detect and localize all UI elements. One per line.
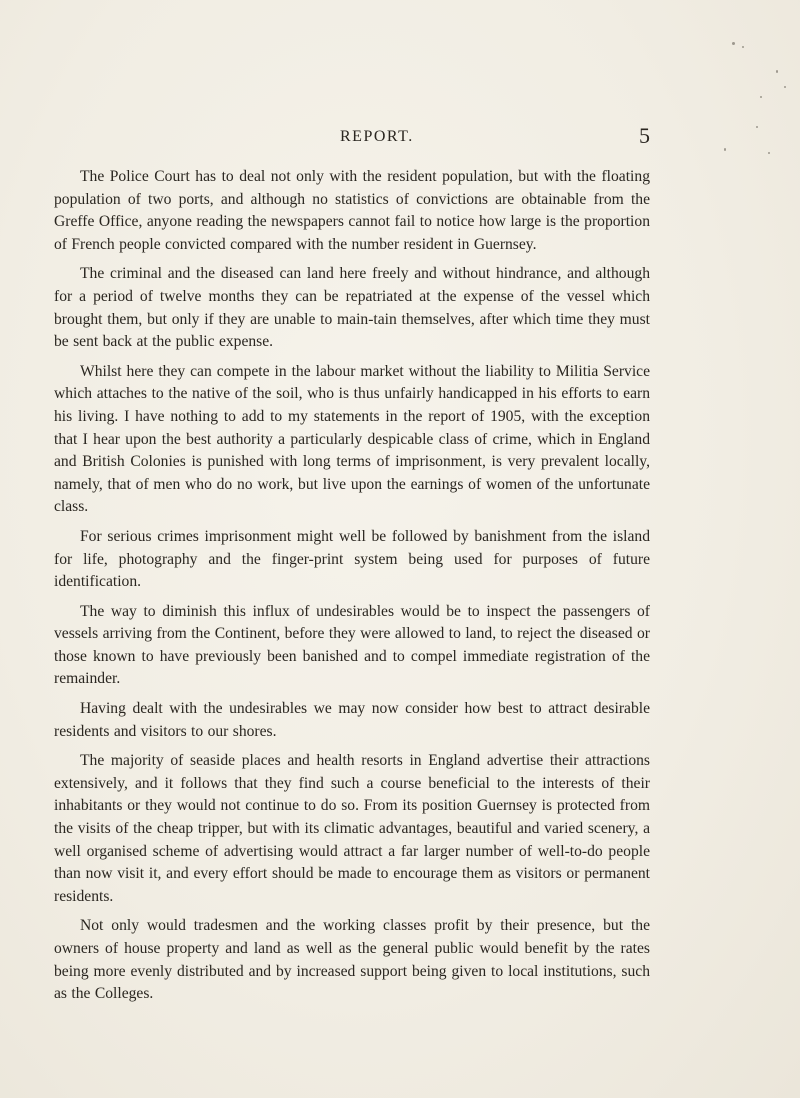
paragraph-advertising: The majority of seaside places and health resorts in England advertise their attractions extensively, and it follows that they find such a course beneficial to the interests of their inhabitants or they would not continue to do so. From its position Guernsey is protected from the visits of the cheap tripper, but with its climatic advantages, beautiful and varied scenery, a well organised scheme of advertising would attract a far larger number of well-to-do people than now visit it, and every effort should be made to encourage them as visitors or permanent residents. [54, 752, 650, 905]
paragraph-desirable-residents: Having dealt with the undesirables we may now consider how best to attract desirable residents and visitors to our shores. [54, 700, 650, 740]
paragraph-inspection: The way to diminish this influx of undesirables would be to inspect the passengers of vessels arriving from the Continent, before they were allowed to land, to reject the diseased or those known to have previously been banished and to compel immediate registration of the remainder. [54, 602, 650, 688]
paragraph-benefits: Not only would tradesmen and the working classes profit by their presence, but the owners of house property and land as well as the general public would benefit by the rates being more evenly distributed and by increased support being given to local institutions, such as the Colleges. [54, 917, 650, 1003]
running-title: REPORT. [340, 128, 414, 145]
paper-specks [690, 30, 800, 170]
running-head [54, 123, 650, 152]
paper-speck [768, 152, 770, 154]
paper-speck [732, 42, 735, 45]
paper-speck [756, 126, 758, 128]
paper-speck [742, 46, 744, 48]
paragraph-banishment: For serious crimes imprisonment might well be followed by banishment from the island for life, photography and the finger-print system being used for purposes of future identification. [54, 527, 650, 591]
paper-speck [724, 148, 726, 151]
paragraph-labour-market: Whilst here they can compete in the labour market without the liability to Militia Service which attaches to the native of the soil, who is thus unfairly handicapped in his efforts to earn his living. I have nothing to add to my statements in the report of 1905, with the exception that I hear upon the best authority a particularly despicable class of crime, which in England and British Colonies is punished with long terms of imprisonment, is very prevalent locally, namely, that of men who do no work, but live upon the earnings of women of the unfortunate class. [54, 362, 650, 516]
paper-speck [784, 86, 786, 88]
page-number: 5 [639, 123, 650, 148]
paragraph-criminal-diseased: The criminal and the diseased can land here freely and without hindrance, and although for a period of twelve months they can be repatriated at the expense of the vessel which brought them, but only if they are unable to main-tain themselves, after which time they must be sent back at the public expense. [54, 265, 650, 351]
paper-speck [760, 96, 762, 98]
paragraph-police-court: The Police Court has to deal not only with the resident population, but with the floating population of two ports, and although no statistics of convictions are obtainable from the Greffe Office, anyone reading the newspapers cannot fail to notice how large is the proportion of French people convicted compared with the number resident in Guernsey. [54, 168, 650, 253]
body-text [54, 166, 650, 1013]
paper-speck [776, 70, 778, 73]
